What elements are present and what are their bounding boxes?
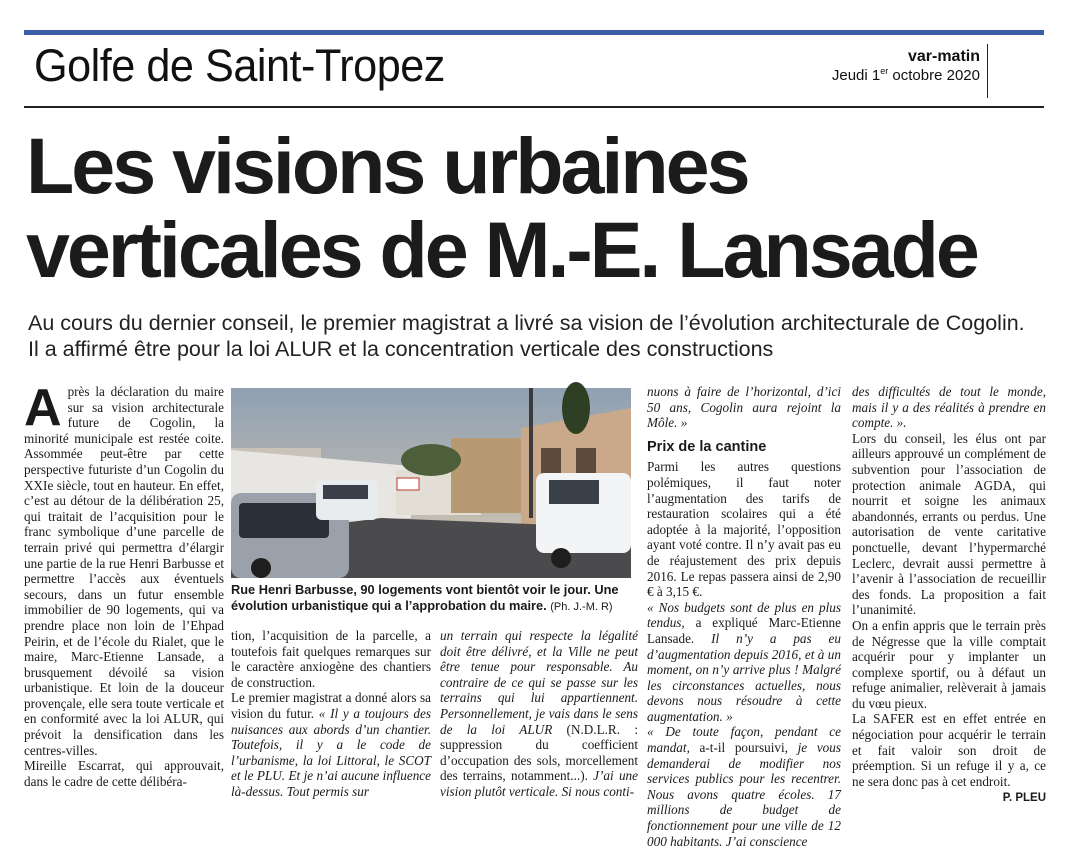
top-accent-bar (24, 30, 1044, 35)
newspaper-brand: var-matin (907, 48, 980, 65)
headline-line-2: verticales de M.-E. Lansade (26, 205, 977, 294)
section-title: Golfe de Saint-Tropez (34, 40, 445, 91)
article-lead: Au cours du dernier conseil, le premier magistrat a livré sa vision de l’évolution architecturale de Cogolin. Il a affirmé être pour la loi ALUR et la concentration verticale des constructions (28, 311, 1025, 361)
header-divider (24, 106, 1044, 108)
paragraph: Mireille Escarrat, qui approuvait, dans le cadre de cette délibéra- (24, 758, 224, 789)
paragraph: « Nos budgets sont de plus en plus tendus, a expliqué Marc-Etienne Lansade. Il n’y a pas eu d’augmentation depuis 2016, et à un moment, on n’y arrive plus ! Malgré les circonstances actuelles, nous devons nous résoudre à cette augmentation. » (647, 599, 841, 724)
article-column-1 (24, 379, 224, 789)
article-photo (231, 388, 631, 578)
paragraph: des difficultés de tout le monde, mais il y a des réalités à prendre en compte. ». (852, 384, 1046, 431)
paragraph: Lors du conseil, les élus ont par ailleurs approuvé un complément de subvention pour l’association de protection animale AGDA, qui nourrit et soigne les animaux abandonnés, errants ou perdus. Une autorisation de vente caritative ponctuelle, devant l’hypermarché Leclerc, devrait aussi permettre à l’avenir à l’association de recueillir des fonds. La proposition a fait l’unanimité. (852, 430, 1046, 618)
paragraph: tion, l’acquisition de la parcelle, a toutefois fait quelques remarques sur le caractère anxiogène des chantiers de construction. (231, 628, 431, 690)
photo-caption: Rue Henri Barbusse, 90 logements vont bientôt voir le jour. Une évolution urbanistique qui a l’approbation du maire. (Ph. J.-M. R) (231, 582, 619, 613)
drop-cap: A (24, 379, 62, 437)
street-photo-image (231, 388, 631, 578)
paragraph: « De toute façon, pendant ce mandat, a-t-il poursuivi, je vous demanderai de modifier nos services publics pour les recentrer. Nous avons quatre écoles. 17 millions de budget de fonctionnement pour une ville de 12 000 habitants. J’ai conscience (647, 724, 841, 849)
header-vertical-rule (987, 44, 988, 98)
paragraph: nuons à faire de l’horizontal, d’ici 50 ans, Cogolin aura rejoint la Môle. » (647, 384, 841, 431)
author-signature: P. PLEU (1002, 792, 1046, 805)
paragraph: un terrain qui respecte la légalité doit être délivré, et la Ville ne peut être tenue pour responsable. Au contraire de ce qui se passe sur les terrains qui lui appartiennent. Personnellement, je vais dans le sens de la loi ALUR (N.D.L.R. : suppression du coefficient d’occupation des sols, morcellement des terrains, notamment...). J’ai une vision plutôt verticale. Si nous conti- (440, 628, 638, 799)
photo-credit: (Ph. J.-M. R) (550, 601, 613, 613)
article-column-2 (231, 628, 431, 800)
paragraph: La SAFER est en effet entrée en négociation pour acquérir le terrain et fait valoir son droit de préemption. Si un refuge il y a, ce ne sera donc pas à cet endroit. (852, 711, 1046, 789)
paragraph: On a enfin appris que le terrain près de Négresse que la ville comptait acquérir pour y implanter un complexe sportif, ou à défaut un refuge animalier, relèverait à jamais du vœu pieux. (852, 617, 1046, 711)
subheading: Prix de la cantine (647, 438, 767, 455)
paragraph: près la déclaration du maire sur sa vision architecturale future de Cogolin, la minorité municipale est restée coite. Assommée peut-être par cette perspective futuriste d’un Cogolin du XXIe siècle, tout en hauteur. En effet, c’est au détour de la délibération 25, qui traitait de l’acquisition pour le franc symbolique d’une parcelle de terrain privé qui permettra d’élargir une partie de la rue Henri Barbusse et permettre l’accès aux éventuels secours, dans un futur ensemble immobilier de 90 logements, qui va prendre place non loin de l’Ehpad Peirin, et de l’école du Rialet, que le maire, Marc-Etienne Lansade, a brusquement dévoilé sa vision urbanistique. Et loin de la douceur provençale, elle sera toute verticale et en conformité avec la loi ALUR, qui prévoit la densification dans les centres-villes. (24, 384, 224, 758)
article-column-5 (852, 384, 1046, 807)
article-column-3 (440, 628, 638, 800)
article-column-4 (647, 384, 841, 849)
issue-date: Jeudi 1er octobre 2020 (831, 66, 980, 84)
paragraph: Parmi les autres questions polémiques, il faut noter l’augmentation des tarifs de restauration scolaires qui a été adoptée à la majorité, l’opposition ayant voté contre. Il n’y avait pas eu de réajustement des prix depuis 2016. Le repas passera ainsi de 2,90 € à 3,15 €. (647, 459, 841, 600)
paragraph: Le premier magistrat a donné alors sa vision du futur. « Il y a toujours des nuisances aux abords d’un chantier. Toutefois, il y a le code de l’urbanisme, la loi Littoral, le SCOT et le PLU. Et je n’ai aucune influence là-dessus. Tout permis sur (231, 690, 431, 799)
headline-line-1: Les visions urbaines (26, 121, 748, 210)
article-headline (26, 121, 1056, 294)
